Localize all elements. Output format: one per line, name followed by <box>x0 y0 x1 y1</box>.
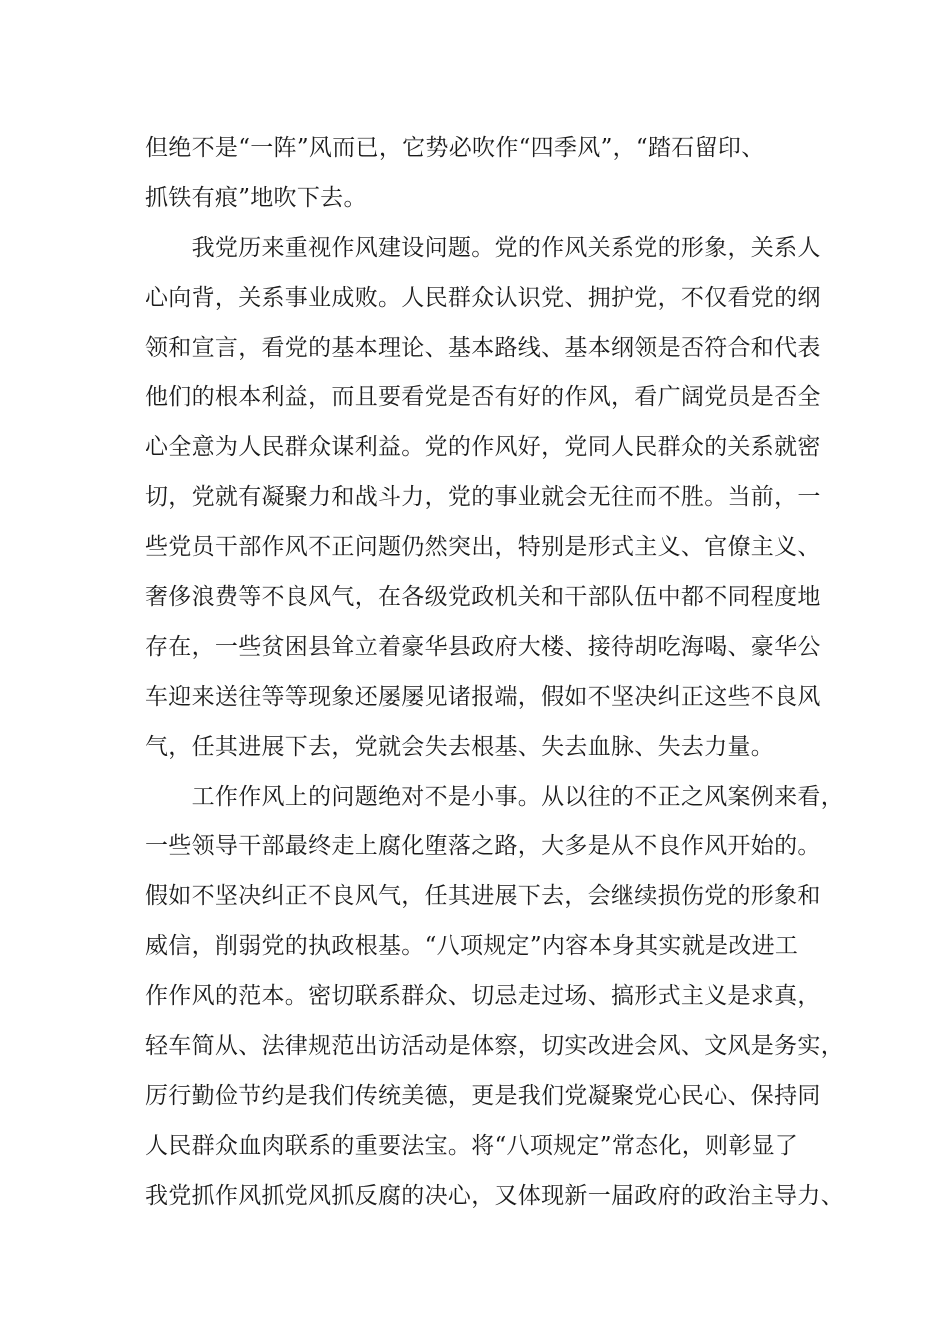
text-line: 抓铁有痕”地吹下去。 <box>145 184 367 211</box>
text-line: 人民群众血肉联系的重要法宝。将“八项规定”常态化，则彰显了 <box>145 1132 799 1159</box>
text-line: 但绝不是“一阵”风而已，它势必吹作“四季风”，“踏石留印、 <box>145 135 765 161</box>
text-line: 切，党就有凝聚力和战斗力，党的事业就会无往而不胜。当前，一 <box>145 484 821 511</box>
text-line: 奢侈浪费等不良风气，在各级党政机关和干部队伍中都不同程度地 <box>145 584 821 611</box>
text-line: 存在，一些贫困县耸立着豪华县政府大楼、接待胡吃海喝、豪华公 <box>145 633 821 660</box>
text-line: 威信，削弱党的执政根基。“八项规定”内容本身其实就是改进工 <box>145 933 799 960</box>
text-line: 轻车简从、法律规范出访活动是体察，切实改进会风、文风是务实， <box>145 1033 844 1060</box>
text-line: 我党历来重视作风建设问题。党的作风关系党的形象，关系人 <box>145 234 821 261</box>
text-line: 假如不坚决纠正不良风气，任其进展下去，会继续损伤党的形象和 <box>145 883 821 910</box>
text-line: 心向背，关系事业成败。人民群众认识党、拥护党，不仅看党的纲 <box>145 284 821 311</box>
text-line: 车迎来送往等等现象还屡屡见诸报端，假如不坚决纠正这些不良风 <box>145 683 821 710</box>
text-line: 他们的根本利益，而且要看党是否有好的作风，看广阔党员是否全 <box>145 384 821 411</box>
text-line: 领和宣言，看党的基本理论、基本路线、基本纲领是否符合和代表 <box>145 334 821 361</box>
text-line: 工作作风上的问题绝对不是小事。从以往的不正之风案例来看， <box>145 783 844 810</box>
text-line: 些党员干部作风不正问题仍然突出，特别是形式主义、官僚主义、 <box>145 534 821 561</box>
text-line: 一些领导干部最终走上腐化堕落之路，大多是从不良作风开始的。 <box>145 833 821 860</box>
text-line: 我党抓作风抓党风抓反腐的决心，又体现新一届政府的政治主导力、 <box>145 1182 844 1209</box>
text-line: 厉行勤俭节约是我们传统美德，更是我们党凝聚党心民心、保持同 <box>145 1082 821 1109</box>
text-line: 气，任其进展下去，党就会失去根基、失去血脉、失去力量。 <box>145 733 775 760</box>
text-line: 作作风的范本。密切联系群众、切忌走过场、搞形式主义是求真， <box>145 983 821 1010</box>
text-line: 心全意为人民群众谋利益。党的作风好，党同人民群众的关系就密 <box>145 434 821 461</box>
body-text <box>145 124 844 1222</box>
